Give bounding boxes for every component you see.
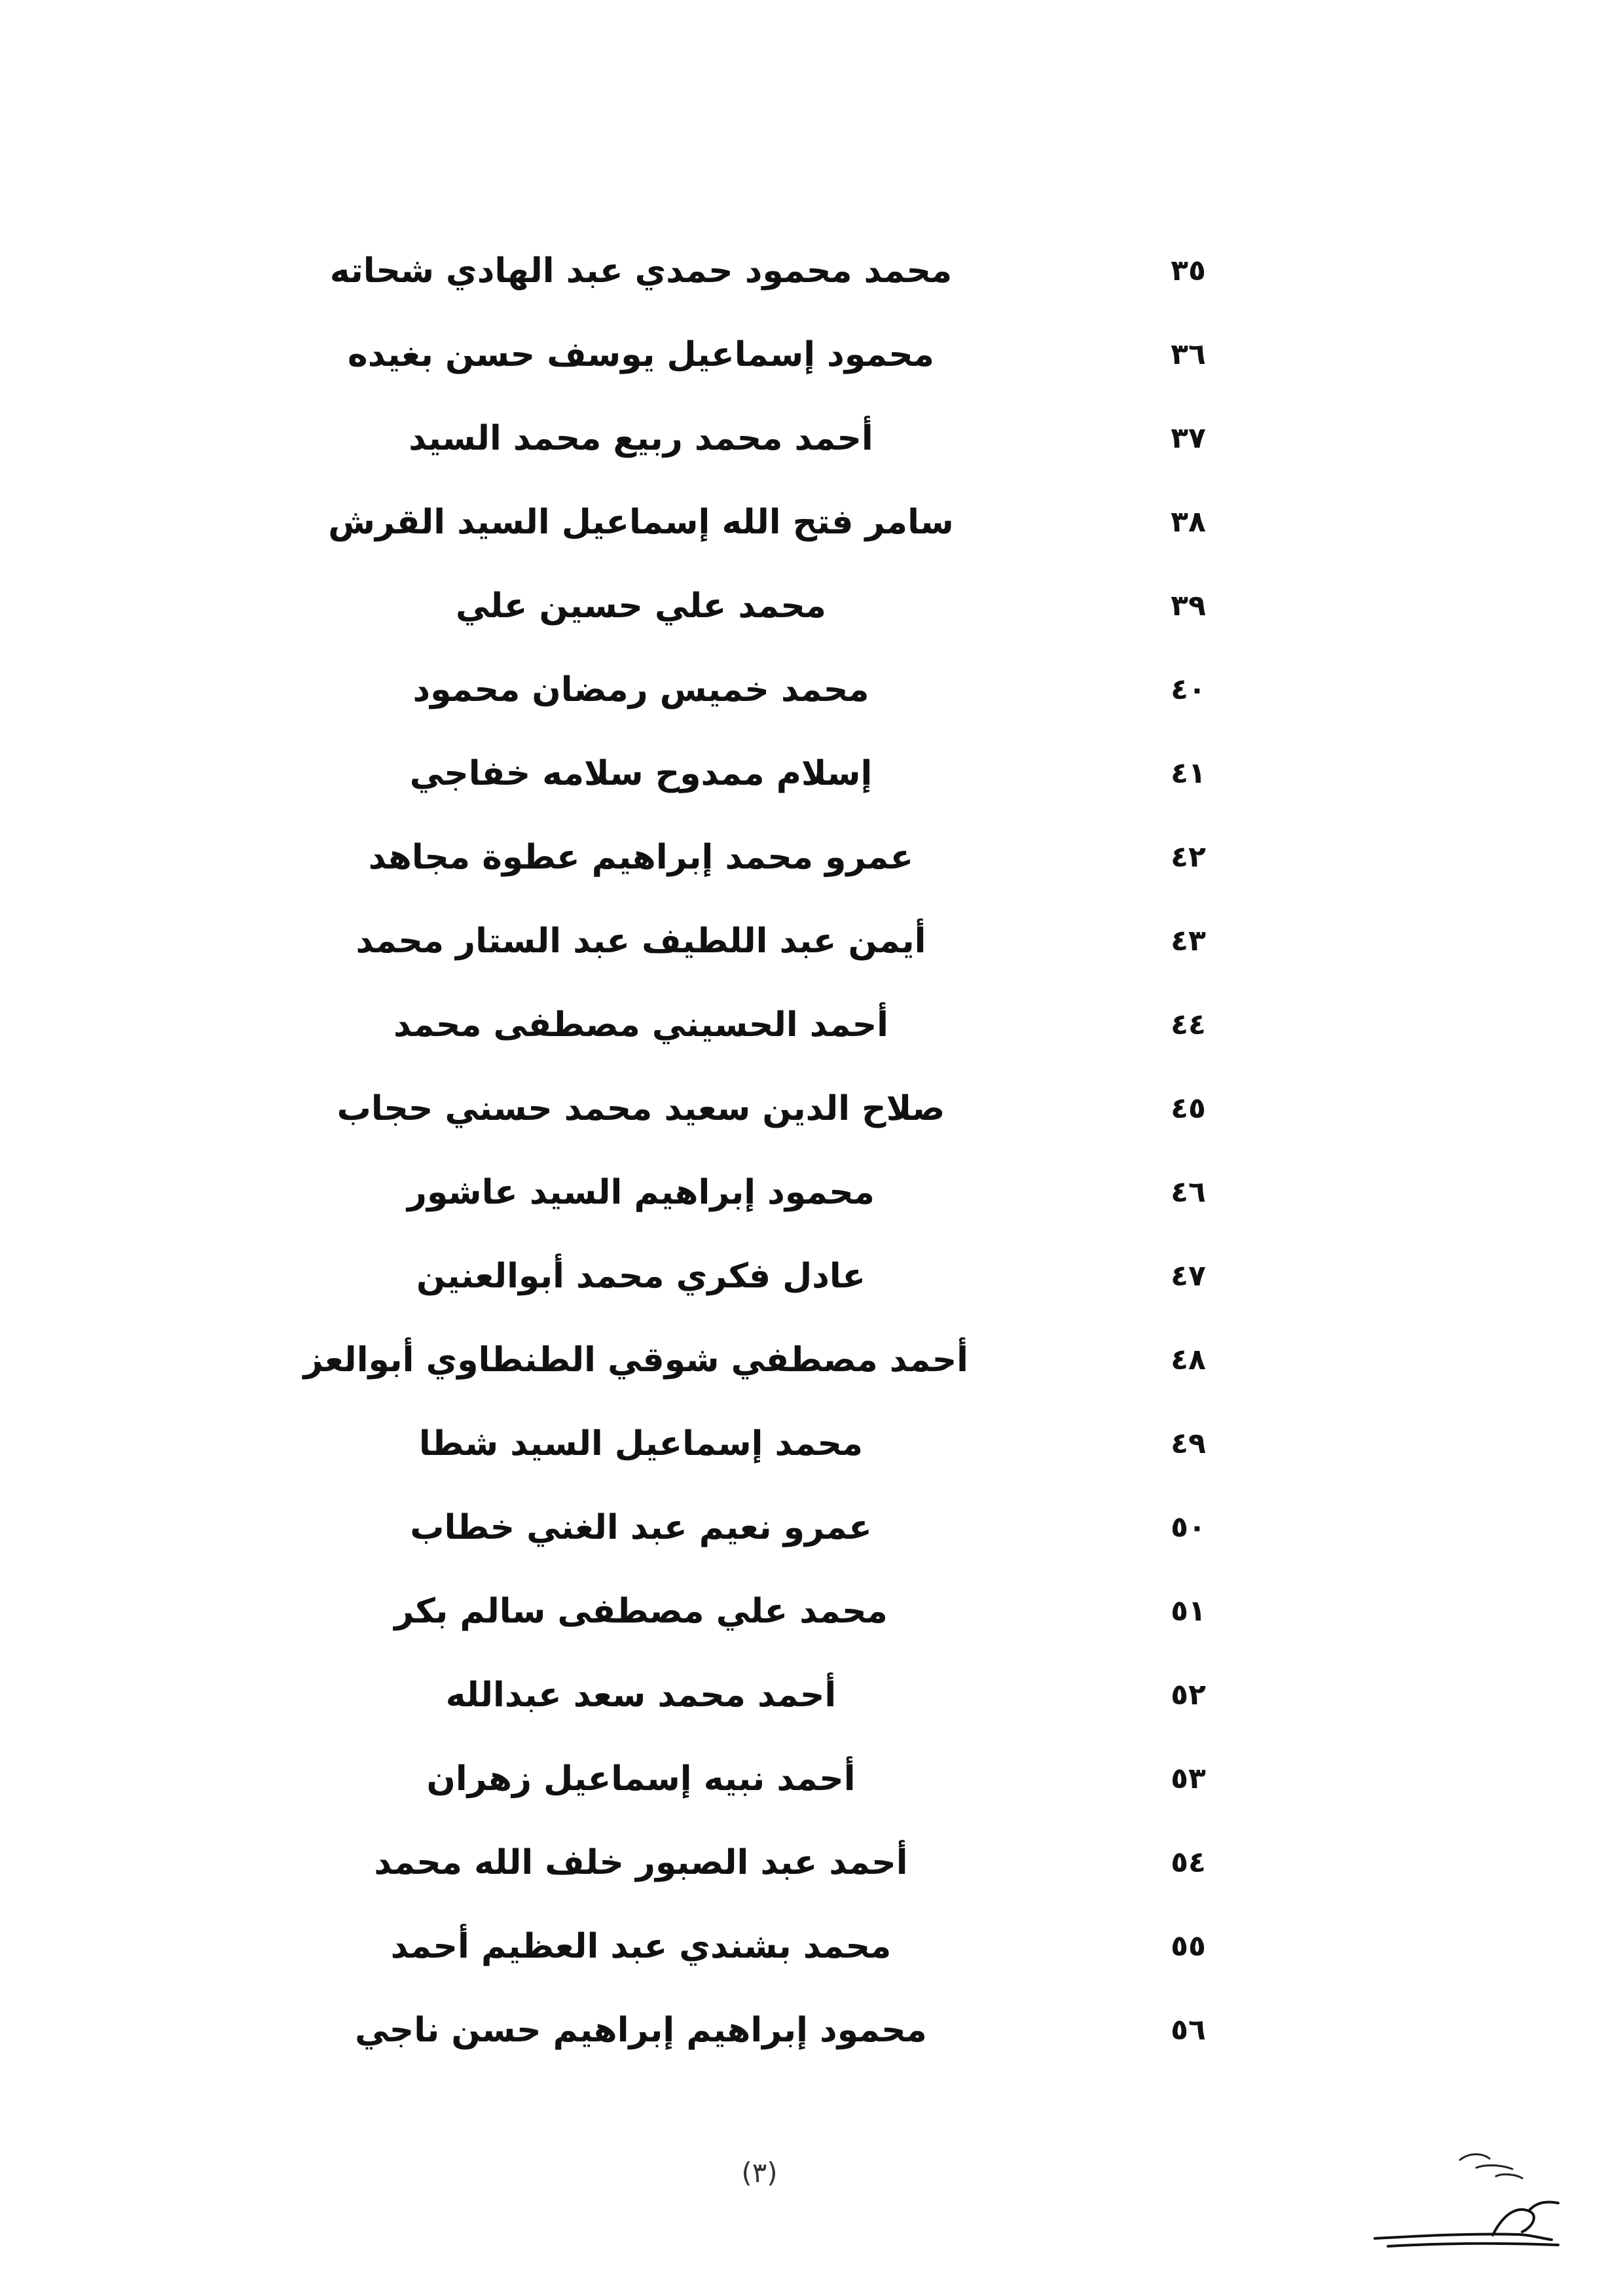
list-item [0, 229, 1623, 313]
entry-number: ٥٣ [1171, 1762, 1206, 1795]
entry-name: عمرو نعيم عبد الغني خطاب [410, 1508, 872, 1547]
entry-name: سامر فتح الله إسماعيل السيد القرش [328, 503, 954, 542]
list-item [0, 313, 1623, 397]
entry-number: ٣٧ [1171, 422, 1206, 455]
entry-name: أحمد الحسيني مصطفى محمد [393, 1005, 888, 1045]
entry-name: إسلام ممدوح سلامه خفاجي [409, 754, 873, 793]
list-item [0, 1653, 1623, 1737]
entry-name: محمد محمود حمدي عبد الهادي شحاته [329, 251, 953, 291]
entry-number: ٤٨ [1171, 1343, 1206, 1376]
page-number: (٣) [741, 2157, 778, 2189]
entry-name: محمود إبراهيم إبراهيم حسن ناجي [355, 2011, 927, 2050]
entry-number: ٣٥ [1171, 254, 1206, 287]
entry-name: محمد إسماعيل السيد شطا [418, 1424, 864, 1463]
entry-name: صلاح الدين سعيد محمد حسني حجاب [337, 1089, 945, 1128]
list-item [0, 1318, 1623, 1402]
list-item [0, 1905, 1623, 1988]
entry-number: ٤٩ [1171, 1427, 1206, 1460]
list-item [0, 397, 1623, 480]
entry-name: محمد علي مصطفى سالم بكر [394, 1592, 888, 1631]
names-list [0, 229, 1623, 2075]
list-item [0, 1234, 1623, 1318]
entry-number: ٤٧ [1171, 1259, 1206, 1293]
entry-number: ٤١ [1171, 757, 1206, 790]
list-item [0, 1402, 1623, 1486]
entry-number: ٤٥ [1171, 1092, 1206, 1125]
entry-number: ٥٥ [1171, 1929, 1206, 1963]
list-item [0, 983, 1623, 1067]
entry-number: ٥٠ [1171, 1511, 1206, 1544]
entry-name: محمد خميس رمضان محمود [412, 670, 869, 709]
list-item [0, 1570, 1623, 1653]
signature-mark [1362, 2140, 1571, 2271]
entry-number: ٥٢ [1171, 1678, 1206, 1712]
entry-number: ٥٤ [1171, 1846, 1206, 1879]
list-item [0, 1067, 1623, 1151]
entry-name: محمد علي حسين علي [455, 586, 826, 626]
list-item [0, 1486, 1623, 1570]
list-item [0, 816, 1623, 899]
list-item [0, 564, 1623, 648]
entry-name: أحمد محمد سعد عبدالله [445, 1676, 837, 1715]
entry-number: ٣٦ [1171, 338, 1206, 371]
entry-number: ٥١ [1171, 1594, 1206, 1628]
entry-number: ٤٤ [1171, 1008, 1206, 1041]
list-item [0, 1151, 1623, 1234]
list-item [0, 1988, 1623, 2072]
entry-name: أحمد محمد ربيع محمد السيد [409, 419, 873, 458]
entry-number: ٤٣ [1171, 924, 1206, 958]
list-item [0, 899, 1623, 983]
entry-number: ٤٢ [1171, 840, 1206, 874]
entry-name: أحمد نبيه إسماعيل زهران [426, 1759, 856, 1799]
entry-name: عادل فكري محمد أبوالعنين [416, 1257, 866, 1296]
entry-name: أحمد عبد الصبور خلف الله محمد [374, 1843, 908, 1882]
list-item [0, 1821, 1623, 1905]
list-item [0, 1737, 1623, 1821]
entry-name: محمد بشندي عبد العظيم أحمد [390, 1927, 892, 1966]
entry-number: ٤٠ [1171, 673, 1206, 706]
entry-number: ٣٨ [1171, 505, 1206, 539]
list-item [0, 732, 1623, 816]
list-item [0, 648, 1623, 732]
entry-name: أيمن عبد اللطيف عبد الستار محمد [356, 922, 926, 961]
entry-name: أحمد مصطفي شوقي الطنطاوي أبوالعز [303, 1340, 968, 1380]
entry-number: ٣٩ [1171, 589, 1206, 622]
entry-number: ٤٦ [1171, 1175, 1206, 1209]
list-item [0, 480, 1623, 564]
entry-name: محمود إبراهيم السيد عاشور [407, 1173, 875, 1212]
entry-name: عمرو محمد إبراهيم عطوة مجاهد [368, 838, 914, 877]
entry-name: محمود إسماعيل يوسف حسن بغيده [348, 335, 934, 374]
entry-number: ٥٦ [1171, 2013, 1206, 2047]
